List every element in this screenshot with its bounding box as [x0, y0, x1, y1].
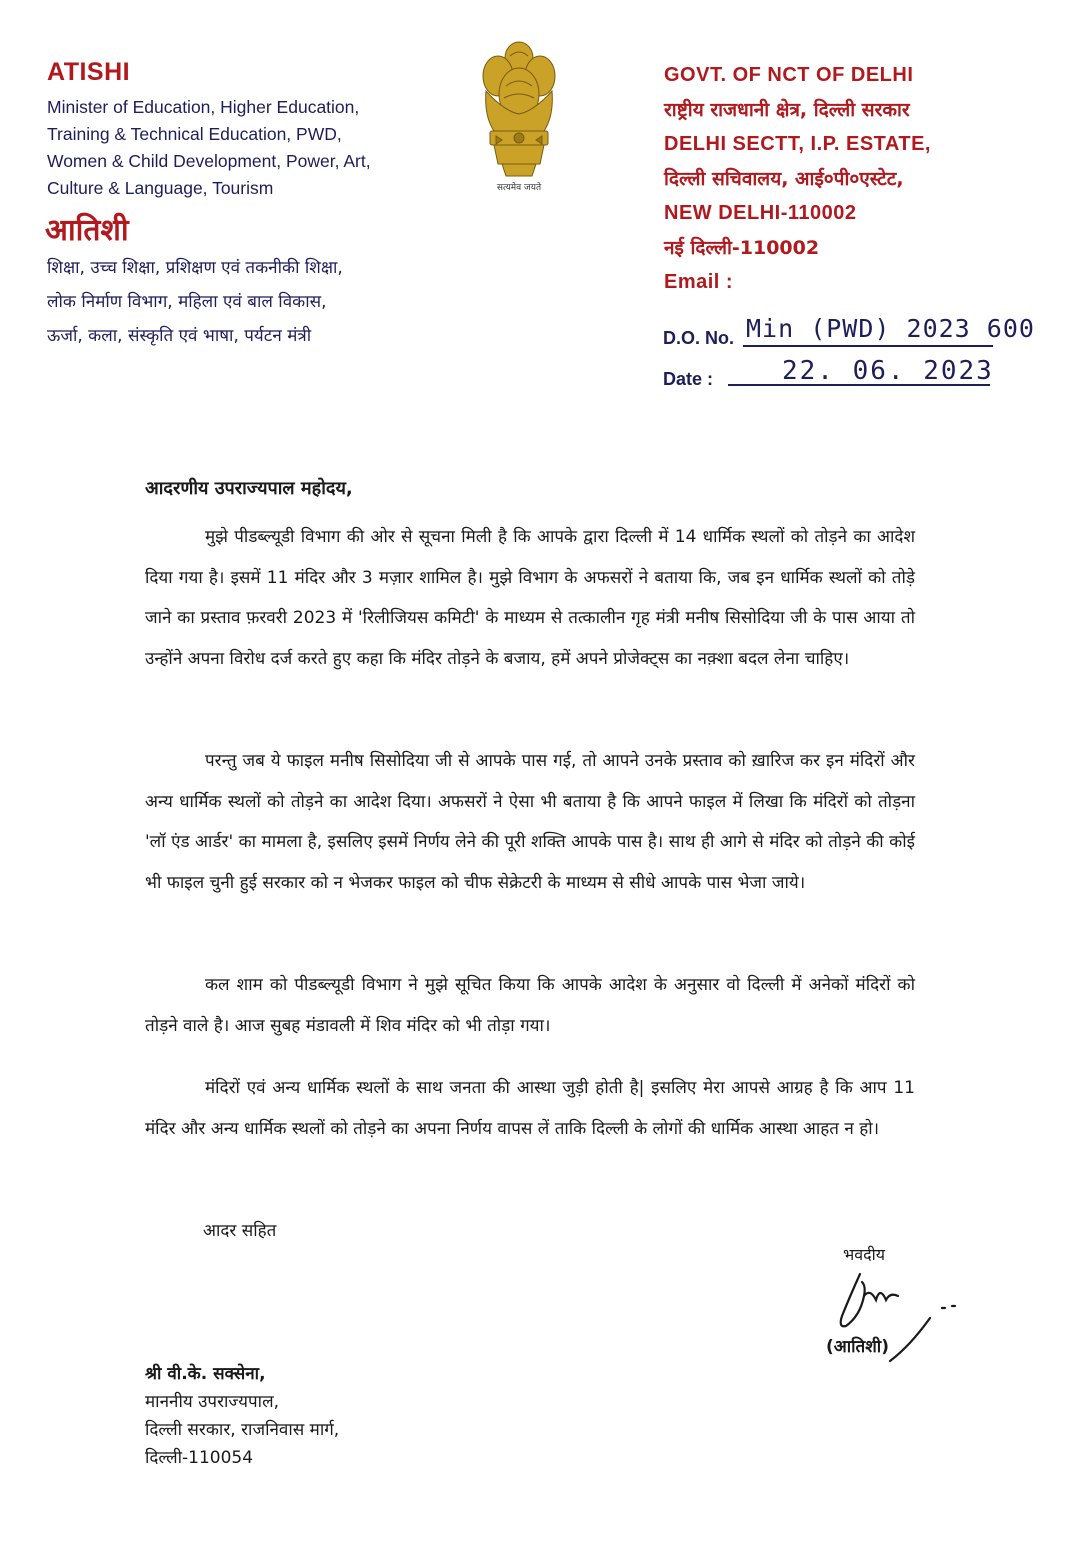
sender-name-hindi: आतिशी — [45, 213, 129, 248]
letter-paragraph-3: कल शाम को पीडब्ल्यूडी विभाग ने मुझे सूचित किया कि आपके आदेश के अनुसार वो दिल्ली में अनेकों मंदिरों को तोड़ने वाले है। आज सुबह मंडावली में शिव मंदिर को भी तोड़ा गया। — [145, 975, 915, 1036]
letter-paragraph-1: मुझे पीडब्ल्यूडी विभाग की ओर से सूचना मिली है कि आपके द्वारा दिल्ली में 14 धार्मिक स्थलों को तोड़ने का आदेश दिया गया है। इसमें 11 मंदिर और 3 मज़ार शामिल है। मुझे विभाग के अफसरों ने बताया कि, जब इन धार्मिक स्थलों को तोड़े जाने का प्रस्ताव फ़रवरी 2023 में 'रिलीजियस कमिटी' के माध्यम से तत्कालीन गृह मंत्री मनीष सिसोदिया जी के पास आया तो उन्होंने अपना विरोध दर्ज करते हुए कहा कि मंदिर तोड़ने के बजाय, हमें अपने प्रोजेक्ट्स का नक़्शा बदल लेना चाहिए। — [145, 527, 915, 669]
closing: आदर सहित — [203, 1221, 277, 1241]
addressee-line: दिल्ली सरकार, राजनिवास मार्ग, — [145, 1420, 340, 1440]
sender-portfolio-english — [47, 94, 427, 202]
national-emblem-icon — [474, 36, 564, 196]
portfolio-line: ऊर्जा, कला, संस्कृति एवं भाषा, पर्यटन मंत्री — [47, 326, 312, 346]
portfolio-line: Minister of Education, Higher Education, — [47, 97, 360, 117]
portfolio-line: Culture & Language, Tourism — [47, 178, 274, 198]
do-number-label: D.O. No. — [663, 328, 734, 348]
office-address — [664, 58, 931, 300]
portfolio-line: Women & Child Development, Power, Art, — [47, 151, 371, 171]
salutation: आदरणीय उपराज्यपाल महोदय, — [145, 478, 353, 499]
do-number-value: Min (PWD) 2023 600 — [746, 314, 1035, 343]
address-line: GOVT. OF NCT OF DELHI — [664, 64, 914, 86]
date-value: 22. 06. 2023 — [782, 356, 994, 386]
sender-portfolio-hindi — [47, 251, 447, 353]
sender-name-english: ATISHI — [47, 58, 131, 86]
portfolio-line: शिक्षा, उच्च शिक्षा, प्रशिक्षण एवं तकनीकी शिक्षा, — [47, 258, 343, 278]
portfolio-line: Training & Technical Education, PWD, — [47, 124, 342, 144]
addressee-line: दिल्ली-110054 — [145, 1448, 254, 1468]
address-line: दिल्ली सचिवालय, आई०पी०एस्टेट, — [664, 167, 904, 190]
addressee-name: श्री वी.के. सक्सेना, — [145, 1364, 266, 1384]
email-label: Email : — [664, 271, 734, 293]
date-label: Date : — [663, 369, 714, 389]
signatory-name: (आतिशी) — [826, 1337, 889, 1357]
addressee-block — [145, 1360, 339, 1472]
address-line: राष्ट्रीय राजधानी क्षेत्र, दिल्ली सरकार — [664, 98, 910, 121]
addressee-line: माननीय उपराज्यपाल, — [145, 1392, 280, 1412]
do-number-underline — [743, 345, 993, 347]
address-line: DELHI SECTT, I.P. ESTATE, — [664, 133, 931, 155]
yours-faithfully: भवदीय — [843, 1245, 886, 1264]
address-line: NEW DELHI-110002 — [664, 202, 857, 224]
letter-paragraph-2: परन्तु जब ये फाइल मनीष सिसोदिया जी से आपके पास गई, तो आपने उनके प्रस्ताव को ख़ारिज कर इन मंदिरों और अन्य धार्मिक स्थलों को तोड़ने का आदेश दिया। अफसरों ने ऐसा भी बताया है कि आपने फाइल में लिखा कि मंदिरों को तोड़ना 'लॉ एंड आर्डर' का मामला है, इसलिए इसमें निर्णय लेने की पूरी शक्ति आपके पास है। साथ ही आगे से मंदिर को तोड़ने की कोई भी फाइल चुनी हुई सरकार को न भेजकर फाइल को चीफ सेक्रेटरी के माध्यम से सीधे आपके पास भेजा जाये। — [145, 751, 915, 893]
letter-paragraph-4: मंदिरों एवं अन्य धार्मिक स्थलों के साथ जनता की आस्था जुड़ी होती है| इसलिए मेरा आपसे आग्रह है कि आप 11 मंदिर और अन्य धार्मिक स्थलों को तोड़ने का अपना निर्णय वापस लें ताकि दिल्ली के लोगों की धार्मिक आस्था आहत न हो। — [145, 1078, 915, 1139]
portfolio-line: लोक निर्माण विभाग, महिला एवं बाल विकास, — [47, 292, 327, 312]
address-line: नई दिल्ली-110002 — [664, 236, 820, 259]
emblem-motto: सत्यमेव जयते — [496, 183, 542, 193]
